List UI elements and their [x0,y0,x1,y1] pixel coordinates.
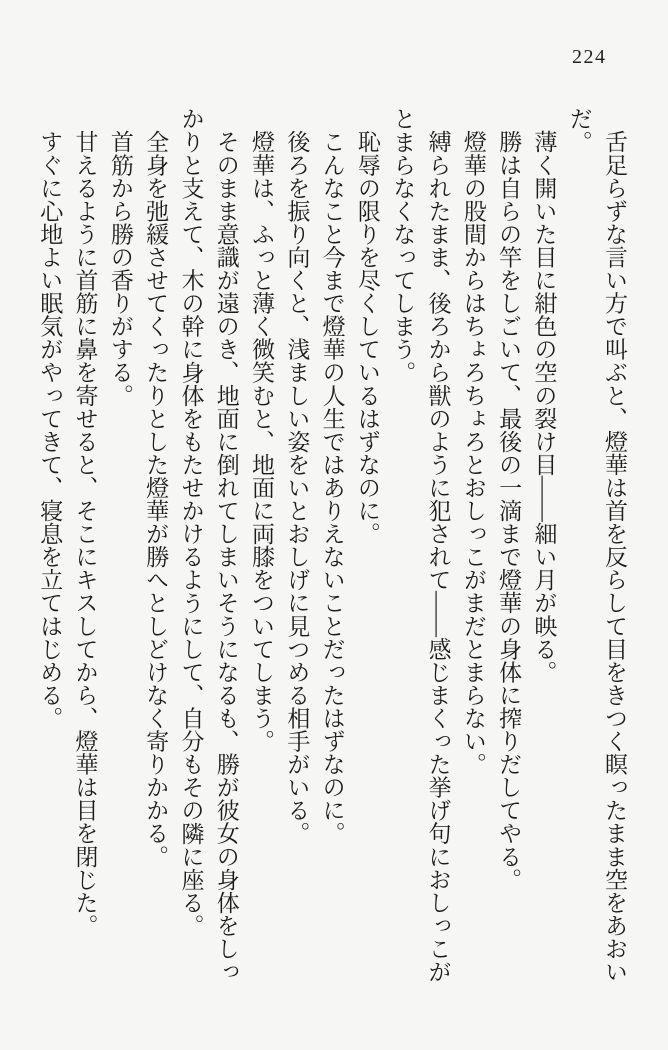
paragraph: そのまま意識が遠のき、地面に倒れてしまいそうになるも、勝が彼女の身体をしっかりと支えて、木の幹に身体をもたせかけるようにして、自分もその隣に座る。 [178,107,239,983]
paragraph: 恥辱の限りを尽くしているはずなのに。 [354,130,380,545]
paragraph: すぐに心地よい眠気がやってきて、寝息を立てはじめる。 [37,130,63,730]
paragraph: 舌足らずな言い方で叫ぶと、燈華は首を反らして目をきつく瞑ったまま空をあおいだ。 [566,107,627,983]
paragraph: 勝は自らの竿をしごいて、最後の一滴まで燈華の身体に搾りだしてやる。 [496,130,522,891]
paragraph: 燈華の股間からはちょろちょろとおしっこがまだとまらない。 [460,130,486,776]
paragraph: 甘えるように首筋に鼻を寄せると、そこにキスしてから、燈華は目を閉じた。 [72,130,98,937]
paragraph: 燈華は、ふっと薄く微笑むと、地面に両膝をついてしまう。 [249,130,275,753]
paragraph: 全身を弛緩させてくったりとした燈華が勝へとしどけなく寄りかかる。 [143,130,169,868]
page-number: 224 [572,46,607,68]
paragraph: 後ろを振り向くと、浅ましい姿をいとおしげに見つめる相手がいる。 [284,130,310,845]
paragraph: 首筋から勝の香りがする。 [107,130,133,407]
paragraph: 縛られたまま、後ろから獣のように犯されて――感じまくった挙げ句におしっこがとまらなくなってしまう。 [390,107,451,983]
paragraph: 薄く開いた目に紺色の空の裂け目――細い月が映る。 [531,130,557,684]
body-text [32,107,632,983]
paragraph: こんなこと今まで燈華の人生ではありえないことだったはずなのに。 [319,130,345,845]
